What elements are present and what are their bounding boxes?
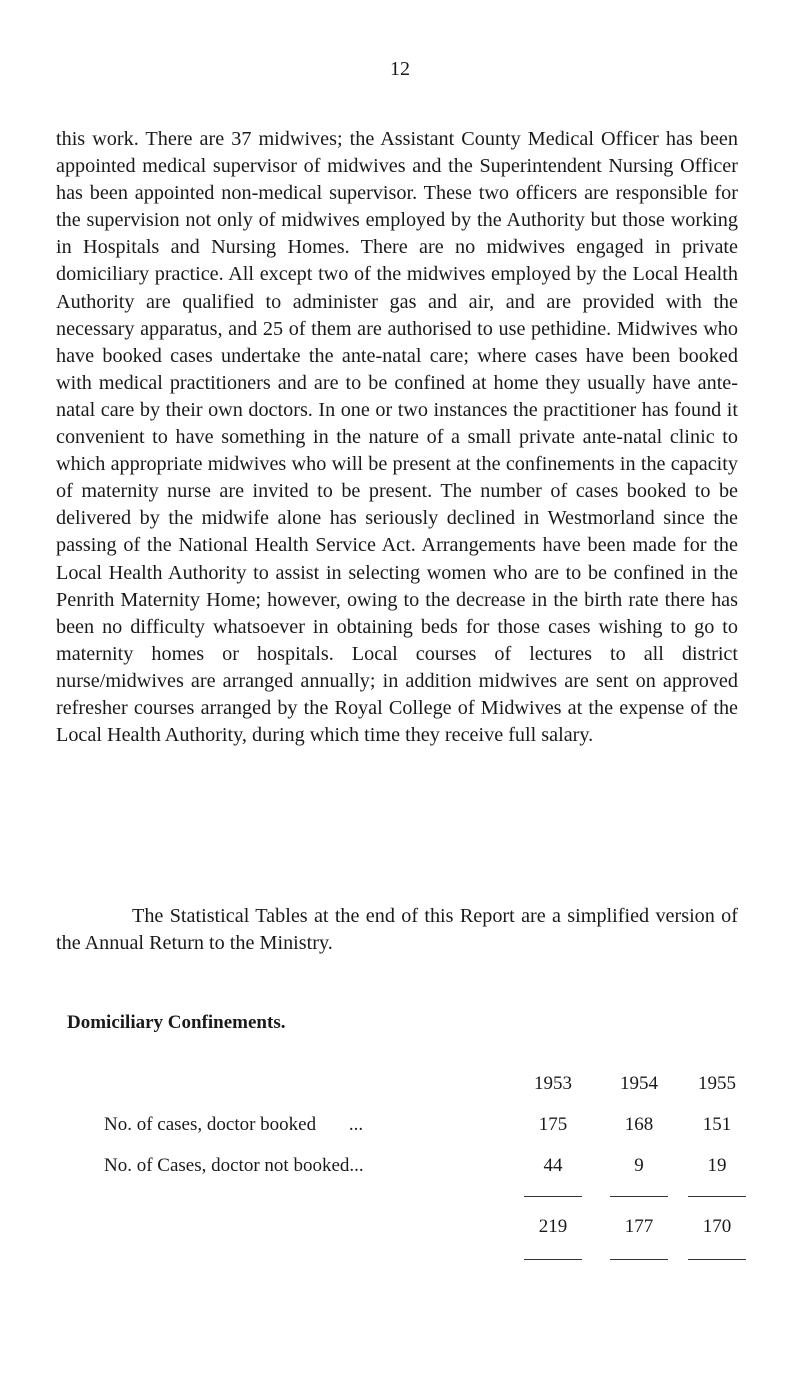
total-cell: 177	[624, 1216, 654, 1237]
total-rule	[524, 1259, 582, 1260]
table-row-label: No. of cases, doctor booked ...	[104, 1114, 364, 1135]
table-cell: 44	[543, 1155, 563, 1176]
year-header-1954: 1954	[620, 1073, 658, 1094]
table-cell: 151	[702, 1114, 732, 1135]
table-cell: 19	[707, 1155, 727, 1176]
year-header-1955: 1955	[698, 1073, 736, 1094]
body-paragraph-statistical-tables: The Statistical Tables at the end of this Report are a simplified version of the Annual Return to the Ministry.	[56, 905, 738, 955]
body-paragraph-midwives: this work. There are 37 midwives; the Assistant County Medical Officer has been appointed medical supervisor of midwives and the Superintendent Nursing Officer has been appointed non-medical supervisor. These two officers are responsible for the supervision not only of midwives employed by the Authority but those working in Hospitals and Nursing Homes. There are no midwives engaged in private domiciliary practice. All except two of the midwives employed by the Local Health Authority are qualified to administer gas and air, and are provided with the necessary apparatus, and 25 of them are authorised to use pethidine. Midwives who have booked cases undertake the ante-natal care; where cases have been booked with medical practitioners and are to be confined at home they usually have ante-natal care by their own doctors. In one or two instances the practitioner has found it convenient to have something in the nature of a small private ante-natal clinic to which appropriate midwives who will be present at the confinements in the capacity of maternity nurse are invited to be present. The number of cases booked to be delivered by the midwife alone has seriously declined in Westmorland since the passing of the National Health Service Act. Arrangements have been made for the Local Health Authority to assist in selecting women who are to be confined in the Penrith Maternity Home; however, owing to the decrease in the birth rate there has been no difficulty whatsoever in obtaining beds for those cases wishing to go to maternity homes or hospitals. Local courses of lectures to all district nurse/midwives are arranged annually; in addition midwives are sent on approved refresher courses arranged by the Royal College of Midwives at the expense of the Local Health Authority, during which time they receive full salary.	[56, 128, 738, 747]
sum-rule	[524, 1196, 582, 1197]
page-number: 12	[390, 58, 410, 80]
table-row-label: No. of Cases, doctor not booked...	[104, 1155, 364, 1176]
table-cell: 9	[634, 1155, 644, 1176]
total-cell: 219	[538, 1216, 568, 1237]
year-header-1953: 1953	[534, 1073, 572, 1094]
total-rule	[688, 1259, 746, 1260]
table-cell: 168	[624, 1114, 654, 1135]
total-rule	[610, 1259, 668, 1260]
sum-rule	[688, 1196, 746, 1197]
sum-rule	[610, 1196, 668, 1197]
total-cell: 170	[702, 1216, 732, 1237]
table-cell: 175	[538, 1114, 568, 1135]
section-heading-domiciliary-confinements: Domiciliary Confinements.	[67, 1012, 286, 1033]
